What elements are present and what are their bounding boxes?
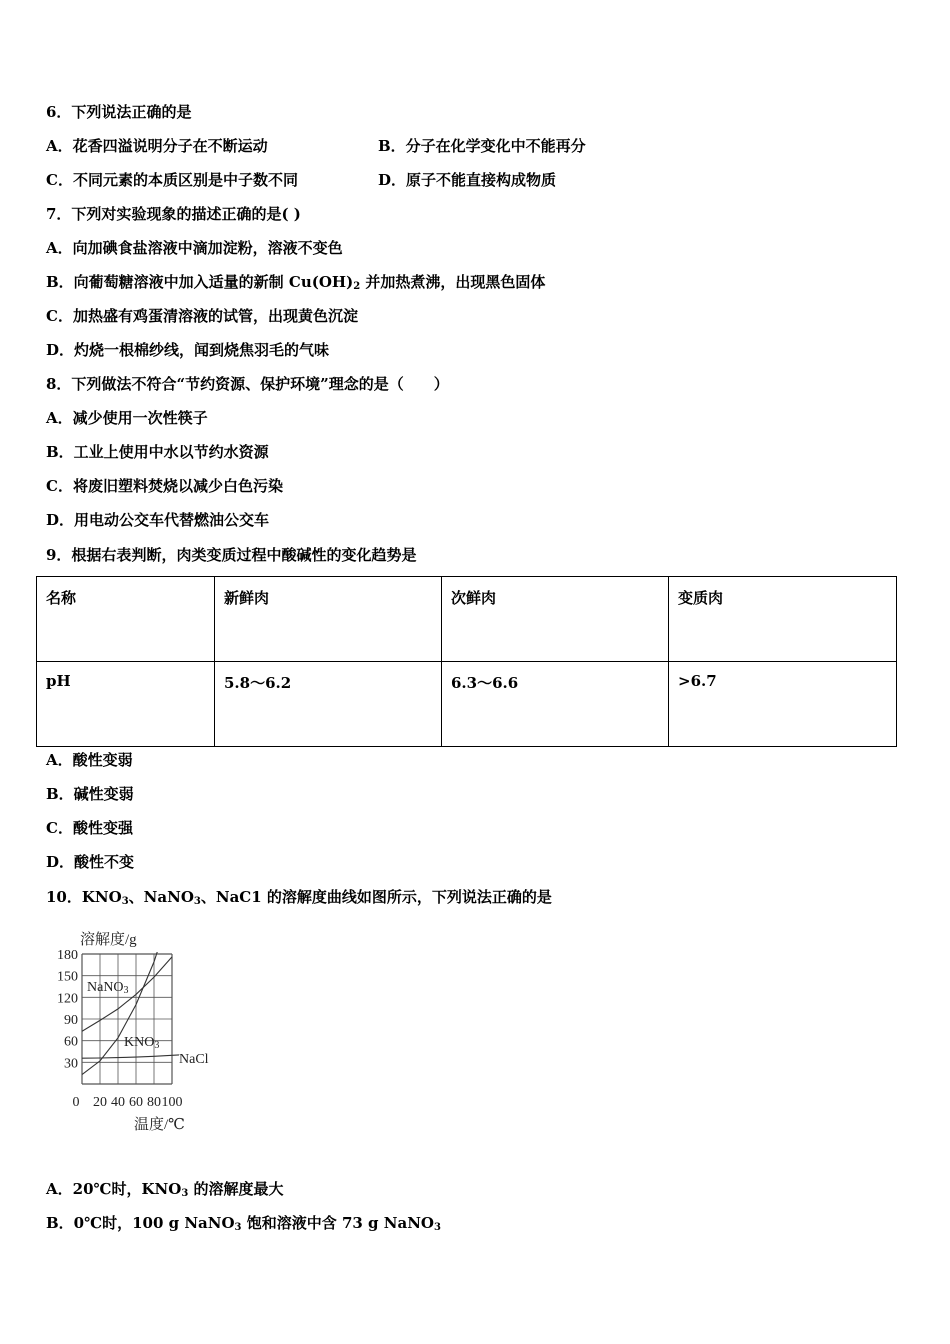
table-cell: >6.7 (669, 662, 897, 747)
q10-option-a: A．20℃时，$KNO_3$ 的溶解度最大 (46, 1180, 284, 1199)
solubility-chart (40, 925, 230, 1140)
q10-option-b: B．0℃时，100 g NaNO$_3$ 饱和溶液中含 73 g NaNO$_3$ (46, 1214, 441, 1233)
series-line-nacl (82, 1055, 179, 1058)
x-axis-label: 温度/℃ (134, 1117, 185, 1133)
q9-option-a: A．酸性变弱 (46, 751, 133, 769)
q7-option-a: A．向加碘食盐溶液中滴加淀粉，溶液不变色 (46, 239, 343, 257)
q9-option-d: D．酸性不变 (46, 853, 135, 871)
x-tick-label: 100 (161, 1095, 183, 1110)
q9-option-c: C．酸性变强 (46, 819, 133, 837)
q8-option-a: A．减少使用一次性筷子 (46, 409, 208, 427)
q8-stem: 8．下列做法不符合“节约资源、保护环境”理念的是（ ） (46, 375, 449, 393)
y-tick-label: 60 (64, 1034, 78, 1050)
table-cell: 6.3～6.6 (442, 662, 669, 747)
q8-option-c: C．将废旧塑料焚烧以减少白色污染 (46, 477, 283, 495)
q8-option-b: B．工业上使用中水以节约水资源 (46, 443, 269, 461)
series-label-nano3: NaNO3 (87, 980, 129, 996)
y-tick-label: 180 (57, 948, 78, 963)
y-tick-label: 120 (57, 991, 78, 1007)
table-cell: 5.8～6.2 (215, 662, 442, 747)
y-tick-label: 90 (64, 1013, 78, 1028)
table-cell: pH (37, 662, 215, 747)
table-header-row (37, 577, 897, 662)
x-tick-label: 60 (129, 1095, 143, 1110)
y-tick-label: 30 (64, 1056, 78, 1072)
y-axis-label: 溶解度/g (80, 932, 137, 948)
table-cell: 名称 (37, 577, 215, 662)
x-tick-labels (73, 1095, 183, 1110)
q7-option-b: B．向葡萄糖溶液中加入适量的新制 $Cu(OH)_2$ 并加热煮沸，出现黑色固体 (46, 273, 546, 292)
q9-stem: 9．根据右表判断，肉类变质过程中酸碱性的变化趋势是 (46, 546, 417, 564)
series-label-kno3: KNO3 (124, 1035, 160, 1051)
q6-option-c: C．不同元素的本质区别是中子数不同 (46, 171, 298, 189)
q7-option-d: D．灼烧一根棉纱线，闻到烧焦羽毛的气味 (46, 341, 330, 359)
q6-stem: 6．下列说法正确的是 (46, 103, 192, 121)
x-tick-label: 0 (72, 1095, 80, 1110)
q7-option-c: C．加热盛有鸡蛋清溶液的试管，出现黄色沉淀 (46, 307, 358, 325)
ph-table (36, 576, 897, 747)
table-cell: 次鲜肉 (442, 577, 669, 662)
q7-stem: 7．下列对实验现象的描述正确的是( ) (46, 205, 301, 223)
q9-option-b: B．碱性变弱 (46, 785, 134, 803)
x-tick-label: 80 (147, 1095, 161, 1110)
q6-option-b: B．分子在化学变化中不能再分 (378, 137, 586, 155)
q6-option-d: D．原子不能直接构成物质 (378, 171, 557, 189)
table-cell: 新鲜肉 (215, 577, 442, 662)
series-label-nacl: NaCl (179, 1052, 209, 1067)
x-tick-label: 40 (111, 1095, 125, 1110)
q8-option-d: D．用电动公交车代替燃油公交车 (46, 511, 270, 529)
table-cell: 变质肉 (669, 577, 897, 662)
y-tick-label: 150 (57, 969, 78, 985)
q10-stem: 10．$KNO_3$、NaNO$_3$、NaC1 的溶解度曲线如图所示，下列说法正确的是 (46, 888, 552, 907)
table-row (37, 662, 897, 747)
q6-option-a: A．花香四溢说明分子在不断运动 (46, 137, 268, 155)
x-tick-label: 20 (93, 1095, 107, 1110)
y-tick-labels (57, 948, 78, 1071)
